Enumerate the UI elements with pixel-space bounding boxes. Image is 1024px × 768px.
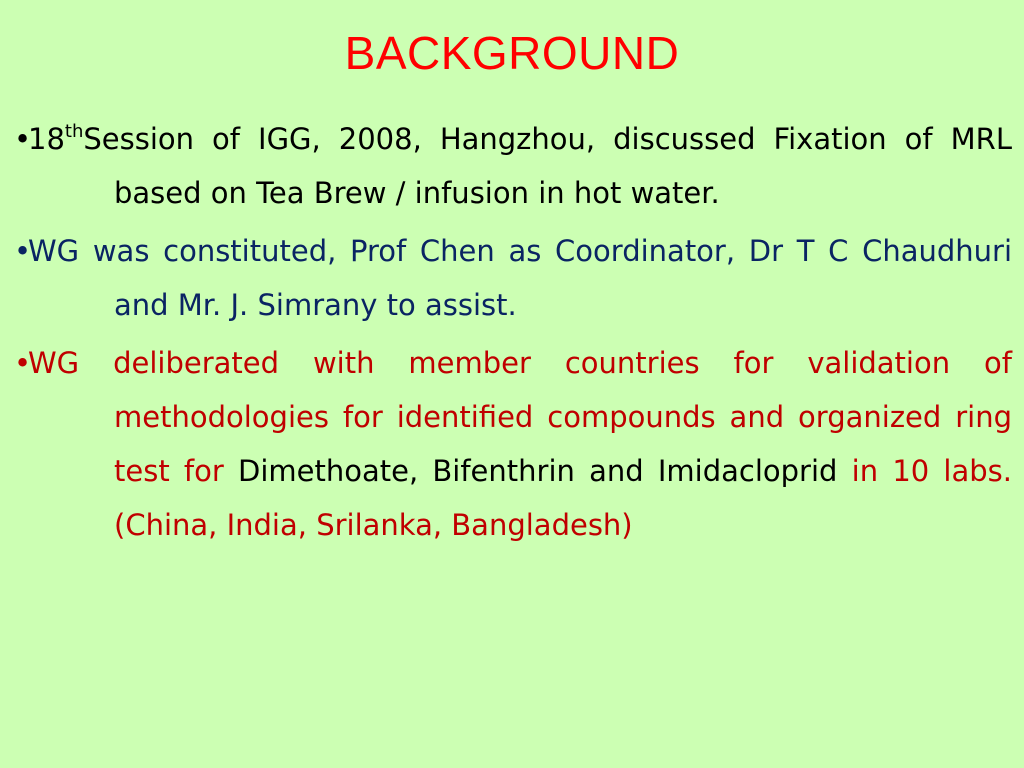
- bullet-marker: •: [14, 122, 32, 156]
- bullet-wg-deliberated: [14, 336, 1012, 552]
- bullet-list: [14, 112, 1012, 556]
- bullet-session-igg: [14, 112, 1012, 220]
- ordinal-suffix: th: [64, 121, 84, 142]
- bullet-text-red: WG deliberated with member countries for validation of methodologies for identified compounds and organized ring test for: [28, 346, 1012, 488]
- ordinal-number: 18: [28, 122, 65, 156]
- bullet-text: Session of IGG, 2008, Hangzhou, discussed Fixation of MRL based on Tea Brew / infusion in hot water.: [83, 122, 1012, 210]
- bullet-wg-constituted: [14, 224, 1012, 332]
- bullet-marker: •: [14, 346, 32, 380]
- bullet-text-compounds: Dimethoate, Bifenthrin and Imidacloprid: [238, 454, 838, 488]
- slide-title: BACKGROUND: [344, 27, 680, 79]
- bullet-text-labs: in 10 labs. (China, India, Srilanka, Bangladesh): [114, 454, 1012, 542]
- bullet-text: WG was constituted, Prof Chen as Coordinator, Dr T C Chaudhuri and Mr. J. Simrany to assist.: [28, 234, 1012, 322]
- bullet-marker: •: [14, 234, 32, 268]
